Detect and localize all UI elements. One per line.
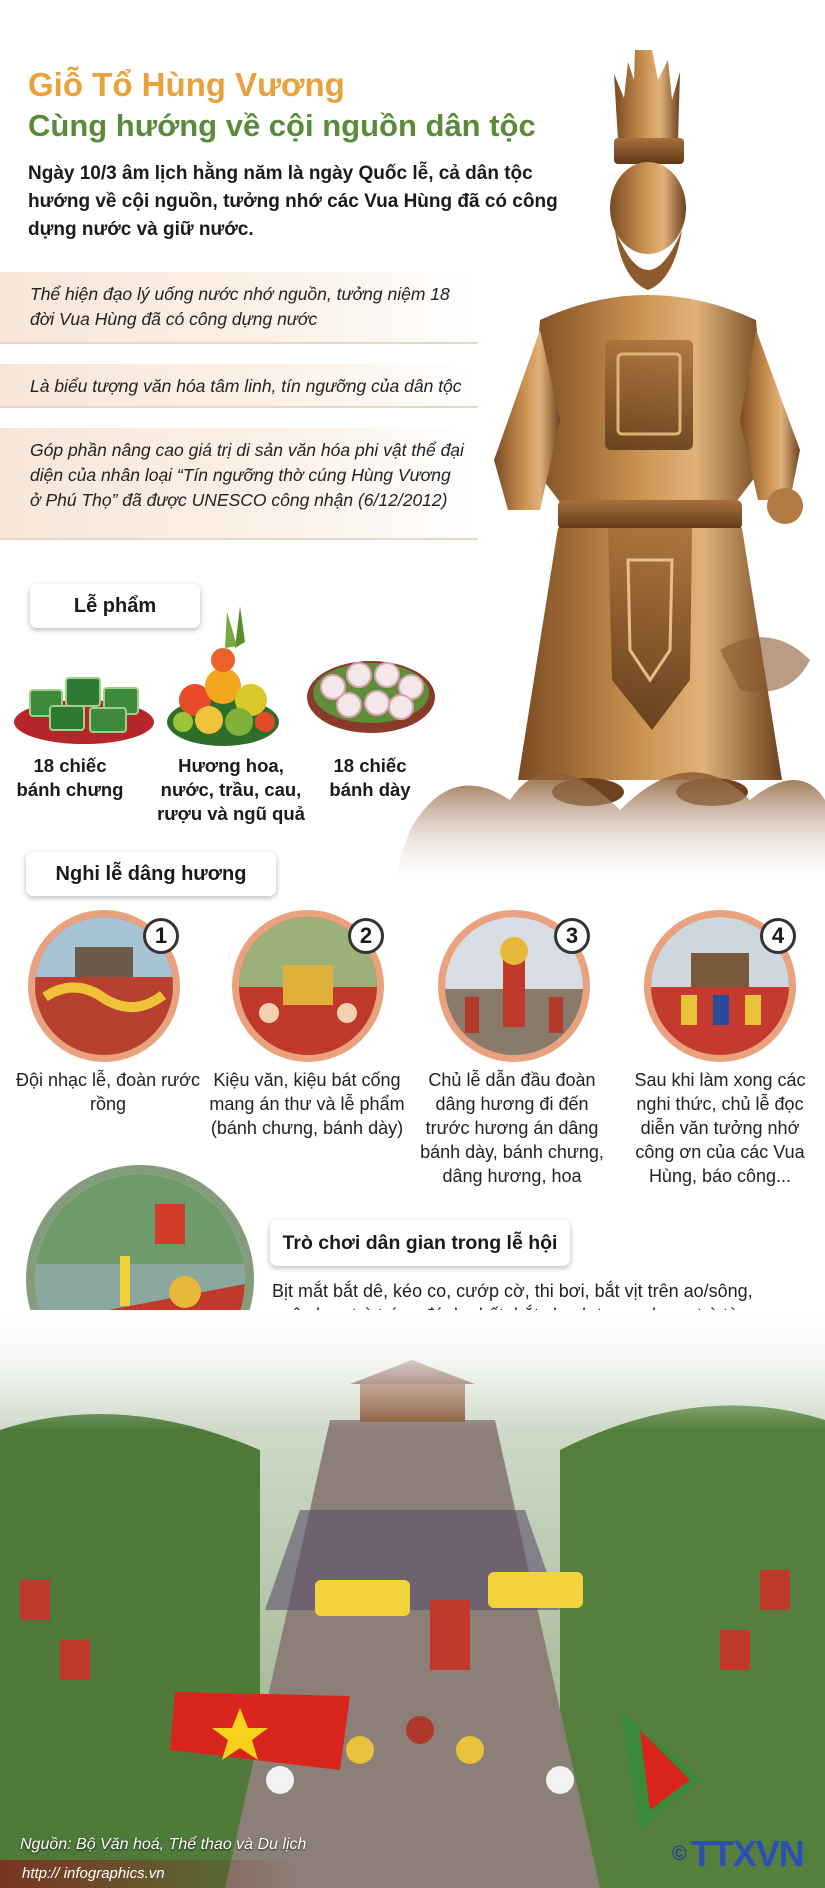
ritual-step-2-number: 2: [348, 918, 384, 954]
ritual-step-3-text: Chủ lễ dẫn đầu đoàn dâng hương đi đến trước hương án dâng bánh dày, bánh chưng, dâng hương, hoa: [420, 1070, 604, 1186]
games-heading: Trò chơi dân gian trong lễ hội: [270, 1220, 570, 1266]
festival-photo-fade: [0, 1310, 825, 1430]
significance-item-1: Thể hiện đạo lý uống nước nhớ nguồn, tưởng niệm 18 đời Vua Hùng đã có công dựng nước: [0, 272, 478, 344]
banh-chung-image: [12, 660, 157, 748]
banh-day-image: [305, 645, 437, 740]
ritual-step-4-number: 4: [760, 918, 796, 954]
games-text: Bịt mắt bắt dê, kéo co, cướp cờ, thi bơi, bắt vịt trên ao/sông,: [272, 1281, 753, 1301]
page-subtitle: Cùng hướng về cội nguồn dân tộc: [28, 108, 536, 143]
offering-caption-2: Hương hoa, nước, trầu, cau, rượu và ngũ quả: [157, 755, 305, 824]
ritual-step-4-text: Sau khi làm xong các nghi thức, chủ lễ đọc diễn văn tưởng nhớ công ơn của các Vua Hùng, báo công...: [634, 1070, 806, 1186]
significance-item-3: Góp phần nâng cao giá trị di sản văn hóa phi vật thể đại diện của nhân loại “Tín ngưỡng thờ cúng Hùng Vương ở Phú Thọ” đã được UNESCO công nhận (6/12/2012): [0, 428, 478, 540]
ritual-step-1-number: 1: [143, 918, 179, 954]
ritual-heading: Nghi lễ dâng hương: [26, 852, 276, 896]
copyright-icon: ©: [672, 1842, 687, 1865]
page-title: Giỗ Tổ Hùng Vương: [28, 66, 345, 103]
ttxvn-logo: [672, 1830, 812, 1878]
offering-caption-1: 18 chiếc bánh chưng: [16, 755, 124, 800]
source-credit: Nguồn: Bộ Văn hoá, Thể thao và Du lịch: [20, 1836, 307, 1853]
offering-caption-3: 18 chiếc bánh dày: [329, 755, 411, 800]
offerings-heading: Lễ phẩm: [30, 584, 200, 628]
fruit-tray-image: [165, 602, 280, 750]
ritual-step-3-number: 3: [554, 918, 590, 954]
website-url[interactable]: http:// infographics.vn: [0, 1860, 300, 1888]
ritual-step-1-text: Đội nhạc lễ, đoàn rước rồng: [16, 1070, 200, 1114]
ritual-step-2-text: Kiệu văn, kiệu bát cống mang án thư và lễ phẩm (bánh chưng, bánh dày): [209, 1070, 405, 1138]
intro-text: Ngày 10/3 âm lịch hằng năm là ngày Quốc lễ, cả dân tộc hướng về cội nguồn, tưởng nhớ các Vua Hùng đã có công dựng nước và giữ nước.: [28, 163, 558, 240]
logo-text: TTXVN: [690, 1833, 804, 1874]
significance-item-2: Là biểu tượng văn hóa tâm linh, tín ngưỡng của dân tộc: [0, 364, 478, 408]
